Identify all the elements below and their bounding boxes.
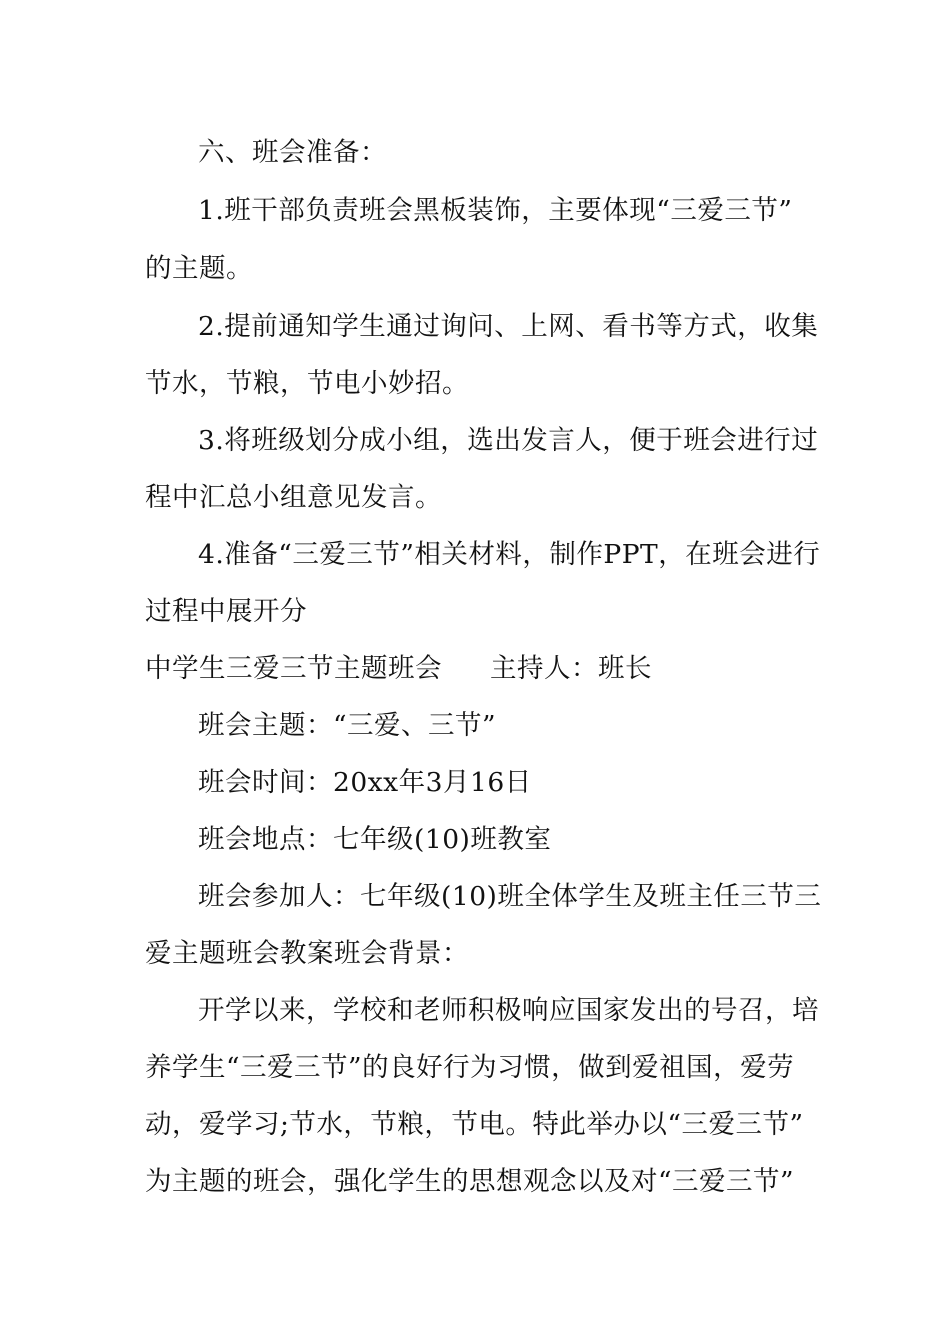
paragraph-line: 养学生“三爱三节”的良好行为习惯，做到爱祖国，爱劳 — [145, 1052, 795, 1083]
paragraph-line: 节水，节粮，节电小妙招。 — [145, 368, 469, 399]
meeting-theme: 班会主题：“三爱、三节” — [198, 710, 497, 741]
meeting-participants: 班会参加人：七年级(10)班全体学生及班主任三节三 — [198, 881, 822, 912]
paragraph-line: 开学以来，学校和老师积极响应国家发出的号召，培 — [198, 995, 819, 1026]
section-heading: 六、班会准备： — [198, 137, 387, 168]
paragraph-line: 程中汇总小组意见发言。 — [145, 482, 442, 513]
paragraph-line: 4.准备“三爱三节”相关材料，制作PPT，在班会进行 — [198, 539, 821, 570]
paragraph-line: 为主题的班会，强化学生的思想观念以及对“三爱三节” — [145, 1166, 795, 1197]
paragraph-line: 动，爱学习;节水，节粮，节电。特此举办以“三爱三节” — [145, 1109, 804, 1140]
meeting-time: 班会时间：20xx年3月16日 — [198, 767, 532, 798]
meeting-title-line — [145, 652, 825, 686]
paragraph-line: 3.将班级划分成小组，选出发言人，便于班会进行过 — [198, 425, 819, 456]
meeting-host: 主持人：班长 — [490, 653, 652, 684]
meeting-location: 班会地点：七年级(10)班教室 — [198, 824, 552, 855]
paragraph-line: 爱主题班会教案班会背景： — [145, 938, 469, 969]
paragraph-line: 的主题。 — [145, 253, 253, 284]
paragraph-line: 1.班干部负责班会黑板装饰，主要体现“三爱三节” — [198, 195, 793, 226]
paragraph-line: 2.提前通知学生通过询问、上网、看书等方式，收集 — [198, 311, 819, 342]
meeting-title: 中学生三爱三节主题班会 — [145, 653, 442, 684]
paragraph-line: 过程中展开分 — [145, 596, 307, 627]
